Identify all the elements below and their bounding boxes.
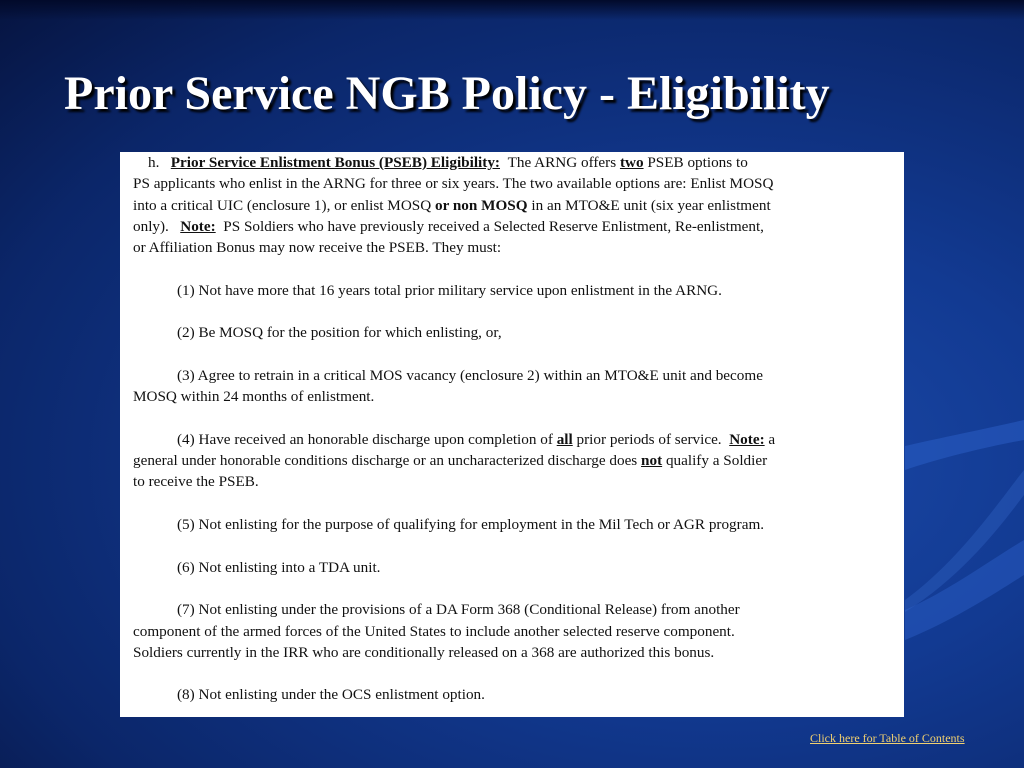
item-1: (1) Not have more that 16 years total prior military service upon enlistment in the ARNG. [177,281,722,299]
item-4: (4) Have received an honorable discharge upon completion of all prior periods of service. Note: a [177,430,776,448]
table-of-contents-link[interactable]: Click here for Table of Contents [810,731,965,745]
item-6: (6) Not enlisting into a TDA unit. [177,558,381,576]
paragraph-h: h. Prior Service Enlistment Bonus (PSEB) Eligibility: The ARNG offers two PSEB options to [148,154,748,171]
item-8: (8) Not enlisting under the OCS enlistment option. [177,686,485,704]
slide-title: Prior Service NGB Policy - Eligibility [64,67,830,120]
item-3: (3) Agree to retrain in a critical MOS vacancy (enclosure 2) within an MTO&E unit and become [177,366,763,384]
policy-document-image [120,152,904,717]
pseb-heading: Prior Service Enlistment Bonus (PSEB) Eligibility: [170,154,500,171]
item-7: (7) Not enlisting under the provisions of a DA Form 368 (Conditional Release) from another [177,601,740,619]
item-5: (5) Not enlisting for the purpose of qualifying for employment in the Mil Tech or AGR program. [177,516,765,534]
policy-text: h. Prior Service Enlistment Bonus (PSEB) Eligibility: The ARNG offers two PSEB options to PS applicants who enlist in the ARNG for three or six years. The two available options are: Enlist MOSQ into a critical UIC (enclosure 1), or enlist MOSQ or non MOSQ in an MTO&E unit (six year enlistment only). Note: PS Soldiers who have previously received a Selected Reserve Enlistment, Re-enlistment, or Affiliation Bonus may now receive the PSEB. They must: (1) Not have more that 16 years total prior military service upon enlistment in the ARNG. (2) Be MOSQ for the position for which enlisting, or, (3) Agree to retrain in a critical MOS vacancy (enclosure 2) within an MTO&E unit and become MOSQ within 24 months of enlistment. (4) Have received an honorable discharge upon completion of all prior periods of service. Note: a general under honorable conditions discharge or an uncharacterized discharge does not qualify a Soldier to receive the PSEB. (5) Not enlisting for the purpose of qualifying for employment in the Mil Tech or AGR program. (6) Not enlisting into a TDA unit. (7) Not enlisting under the provisions of a DA Form 368 (Conditional Release) from another component of the armed forces of the United States to include another selected reserve component. Soldiers currently in the IRR who are conditionally released on a 368 are authorized this bonus. (8) Not enlisting under the OCS enlistment option. [133,152,893,706]
item-2: (2) Be MOSQ for the position for which enlisting, or, [177,324,502,342]
